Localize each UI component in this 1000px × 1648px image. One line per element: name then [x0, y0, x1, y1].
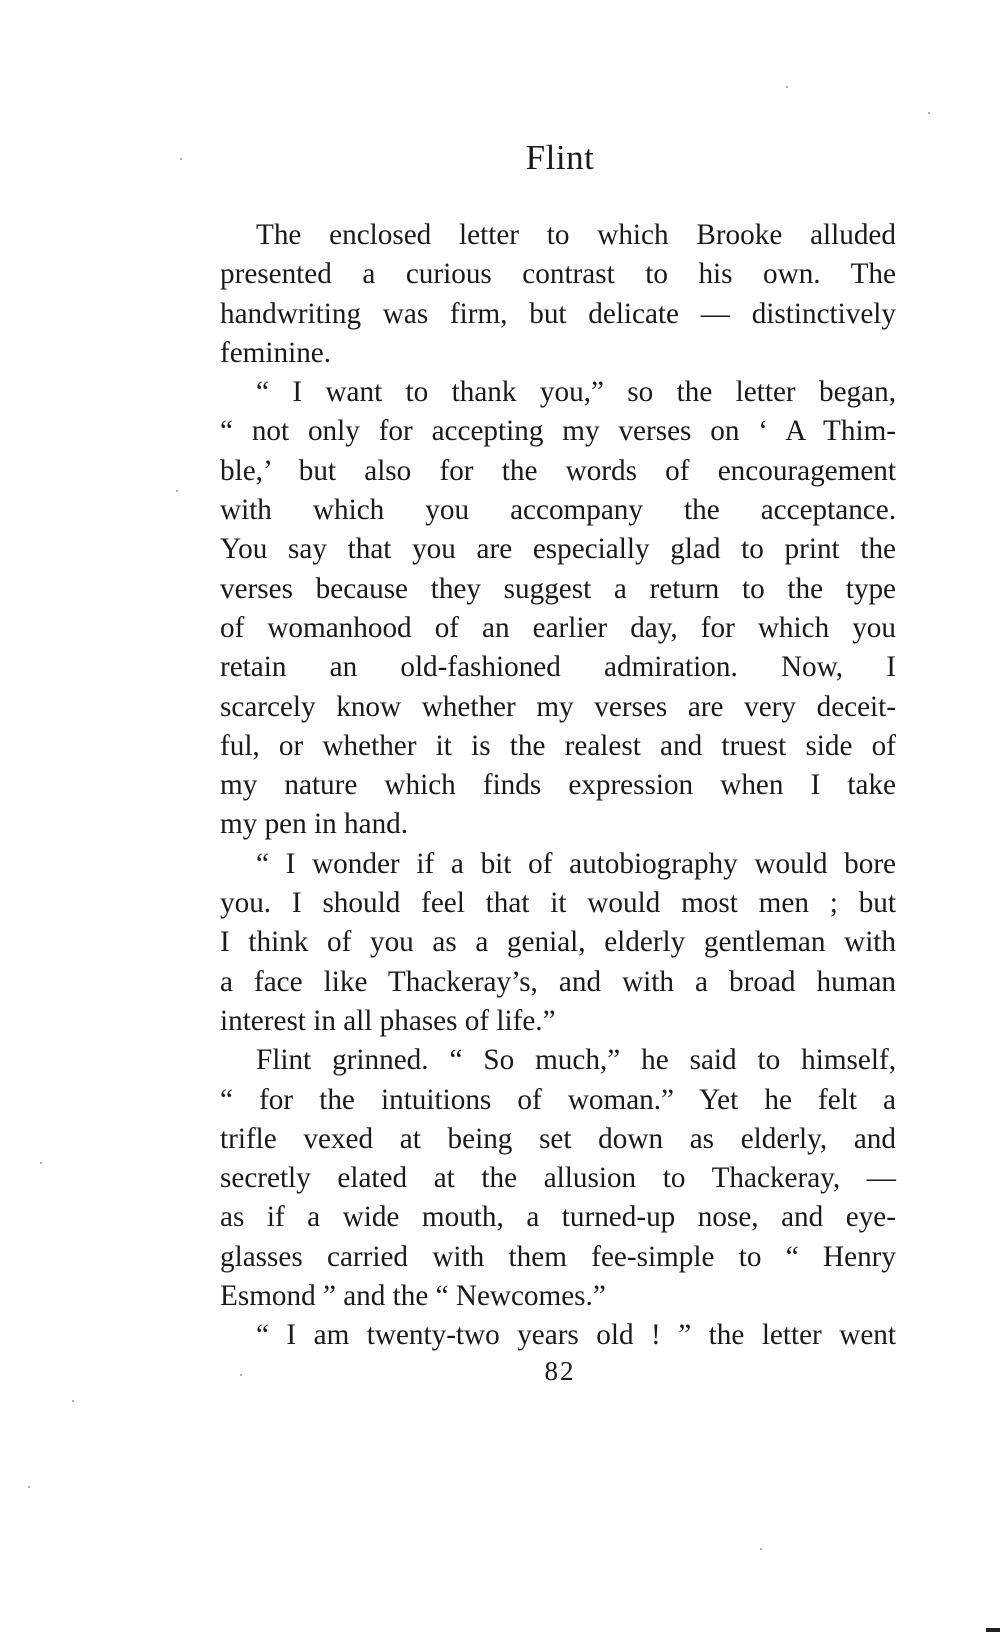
text-line: “ I wonder if a bit of autobiography would bore: [256, 847, 896, 880]
text-line: retain an old-fashioned admiration. Now, I: [220, 651, 896, 684]
text-line: with which you accompany the acceptance.: [220, 494, 896, 527]
paper-speck: [40, 1162, 42, 1164]
paper-speck: [180, 158, 182, 160]
text-line: The enclosed letter to which Brooke alluded: [256, 219, 896, 251]
body-text: [220, 216, 896, 1356]
text-line: “ I am twenty-two years old ! ” the letter went: [256, 1319, 896, 1352]
text-line: as if a wide mouth, a turned-up nose, and eye-: [220, 1201, 896, 1234]
text-line: presented a curious contrast to his own. The: [220, 258, 896, 291]
text-line: glasses carried with them fee-simple to “ Henry: [220, 1240, 896, 1273]
text-line: “ not only for accepting my verses on ‘ A Thim-: [220, 415, 896, 448]
paper-speck: [928, 112, 930, 114]
text-line: interest in all phases of life.”: [220, 1004, 556, 1037]
text-line: feminine.: [220, 336, 332, 369]
paper-speck: [240, 1374, 242, 1376]
text-line: verses because they suggest a return to the type: [220, 572, 896, 605]
text-line: “ I want to thank you,” so the letter began,: [256, 376, 896, 409]
text-line: handwriting was firm, but delicate — distinctively: [220, 297, 896, 330]
text-line: ble,’ but also for the words of encouragement: [220, 454, 896, 487]
paper-speck: [28, 1486, 30, 1488]
page-edge-mark: [986, 1628, 1000, 1632]
text-line: Esmond ” and the “ Newcomes.”: [220, 1280, 606, 1313]
text-line: my nature which finds expression when I take: [220, 769, 896, 802]
running-head: Flint: [525, 138, 595, 177]
text-line: ful, or whether it is the realest and truest side of: [220, 729, 896, 762]
text-line: secretly elated at the allusion to Thackeray, —: [220, 1162, 896, 1195]
text-line: a face like Thackeray’s, and with a broad human: [220, 965, 896, 998]
paper-speck: [786, 86, 788, 88]
text-line: You say that you are especially glad to print the: [220, 533, 896, 566]
paper-speck: [760, 1548, 762, 1550]
paper-speck: [72, 1400, 74, 1402]
paper-speck: [176, 490, 178, 492]
text-line: “ for the intuitions of woman.” Yet he felt a: [220, 1083, 896, 1116]
text-line: you. I should feel that it would most men ; but: [220, 887, 896, 920]
text-line: my pen in hand.: [220, 808, 409, 841]
text-line: scarcely know whether my verses are very deceit-: [220, 690, 896, 723]
text-line: I think of you as a genial, elderly gentleman with: [220, 926, 896, 959]
text-line: of womanhood of an earlier day, for which you: [220, 611, 896, 644]
text-line: trifle vexed at being set down as elderly, and: [220, 1122, 896, 1155]
text-line: Flint grinned. “ So much,” he said to himself,: [256, 1044, 896, 1077]
page-number: 82: [544, 1356, 576, 1386]
